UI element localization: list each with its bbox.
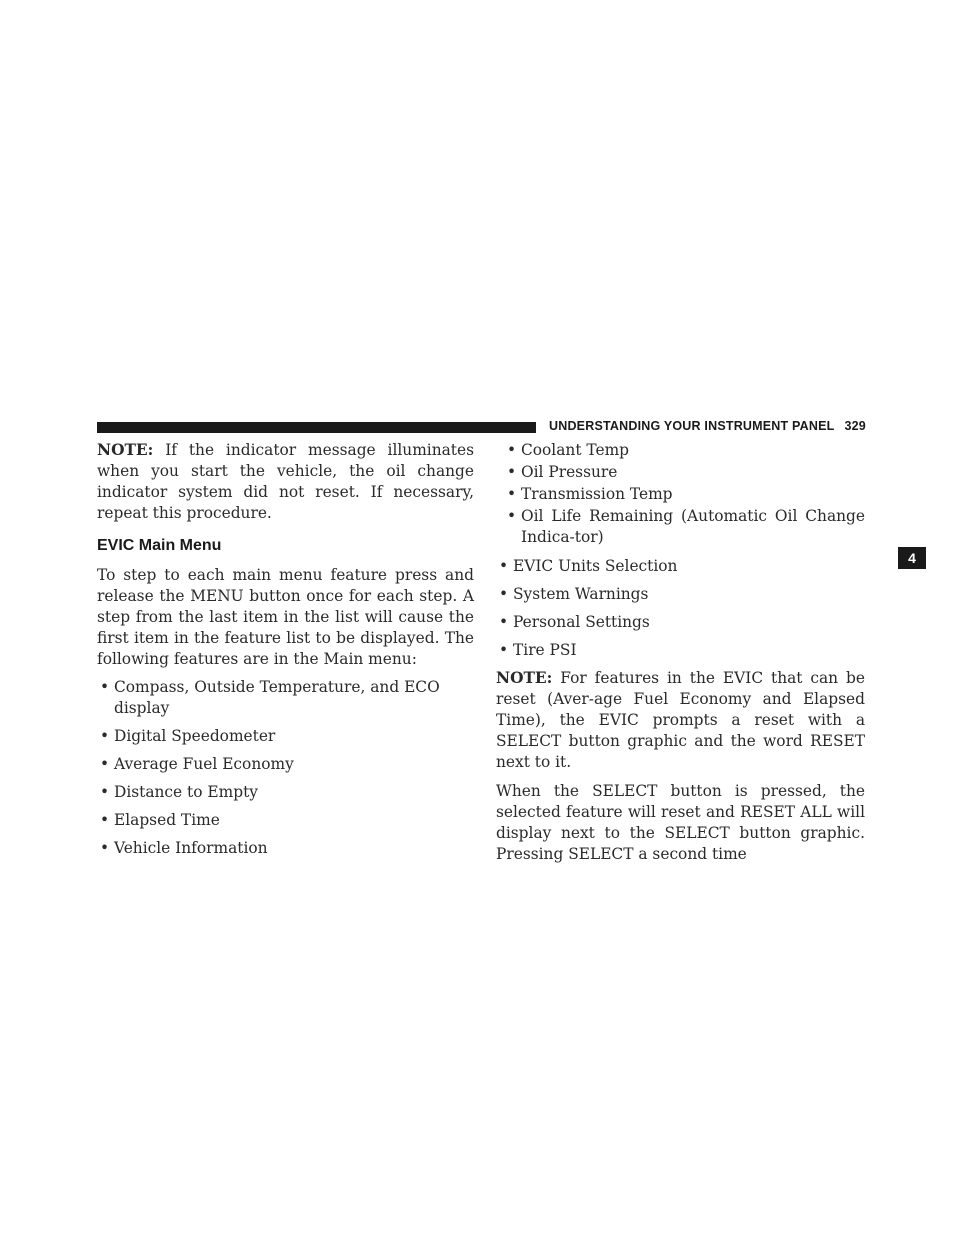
note-paragraph <box>97 440 474 524</box>
list-item: • Tire PSI <box>499 641 577 659</box>
running-header <box>549 419 866 433</box>
list-item: • EVIC Units Selection <box>499 557 678 575</box>
left-column <box>97 440 474 866</box>
right-column <box>496 440 865 865</box>
bullet: • <box>499 557 509 575</box>
intro-paragraph: To step to each main menu feature press and release the MENU button once for each step. A step from the last item in the list will cause the first item in the feature list to be displayed. The following features are in the Main menu: <box>97 566 474 668</box>
section-title: UNDERSTANDING YOUR INSTRUMENT PANEL <box>549 419 835 433</box>
bullet: • <box>100 678 110 696</box>
sub-list-item: • Oil Pressure <box>507 463 618 481</box>
sub-list-item: • Coolant Temp <box>507 441 630 459</box>
bullet: • <box>507 507 517 525</box>
note-label: NOTE: <box>496 669 553 687</box>
bullet: • <box>507 441 517 459</box>
chapter-tab: 4 <box>898 547 926 569</box>
list-item: • Personal Settings <box>499 613 650 631</box>
list-item: • System Warnings <box>499 585 649 603</box>
list-item: • Distance to Empty <box>100 783 258 801</box>
bullet: • <box>499 641 509 659</box>
note-label: NOTE: <box>97 441 154 459</box>
list-item: • Compass, Outside Temperature, and ECO display <box>100 678 440 717</box>
bullet: • <box>499 613 509 631</box>
bullet: • <box>100 811 110 829</box>
sub-list-item: • Oil Life Remaining (Automatic Oil Change Indica-tor) <box>507 507 865 546</box>
main-menu-list-continued <box>496 556 865 661</box>
bullet: • <box>507 463 517 481</box>
section-heading: EVIC Main Menu <box>97 537 222 554</box>
list-item: • Elapsed Time <box>100 811 220 829</box>
bullet: • <box>100 783 110 801</box>
vehicle-info-sublist <box>504 440 865 548</box>
main-menu-list <box>97 677 474 859</box>
list-item: • Digital Speedometer <box>100 727 276 745</box>
select-paragraph: When the SELECT button is pressed, the selected feature will reset and RESET ALL will display next to the SELECT button graphic. Pressing SELECT a second time <box>496 782 865 863</box>
bullet: • <box>507 485 517 503</box>
list-item: • Vehicle Information <box>100 839 268 857</box>
list-item: • Average Fuel Economy <box>100 755 294 773</box>
page-number: 329 <box>844 419 866 433</box>
header-rule <box>97 422 536 433</box>
bullet: • <box>100 755 110 773</box>
bullet: • <box>100 839 110 857</box>
bullet: • <box>499 585 509 603</box>
sub-list-item: • Transmission Temp <box>507 485 673 503</box>
reset-note-paragraph <box>496 668 865 773</box>
note-text: If the indicator message illuminates when you start the vehicle, the oil change indicator system did not reset. If necessary, repeat this procedure. <box>97 441 474 522</box>
bullet: • <box>100 727 110 745</box>
note-text: For features in the EVIC that can be reset (Aver-age Fuel Economy and Elapsed Time), the EVIC prompts a reset with a SELECT button graphic and the word RESET next to it. <box>496 669 865 771</box>
